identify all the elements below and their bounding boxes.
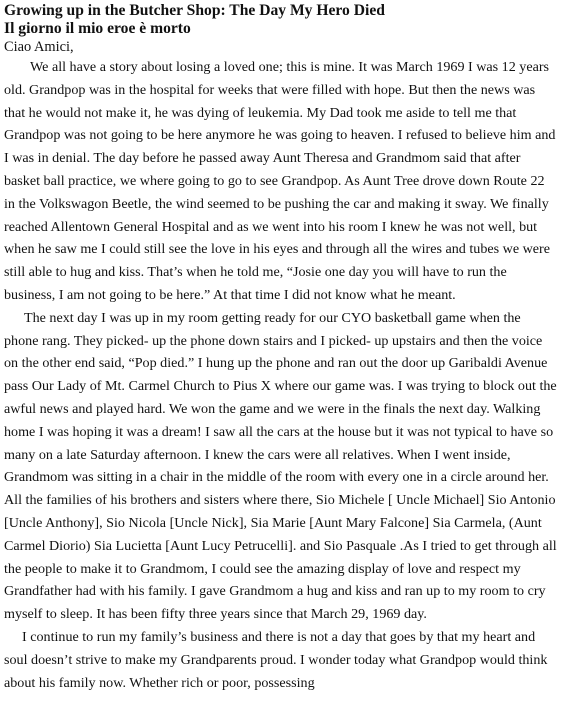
- salutation: Ciao Amici,: [4, 39, 74, 55]
- title-english: Growing up in the Butcher Shop: The Day My Hero Died: [4, 2, 385, 19]
- paragraph-day-he-died: The next day I was up in my room getting ready for our CYO basketball game when the phone rang. They picked- up the phone down stairs and I picked- up upstairs and then the voice on the other end said, “Pop died.” I hung up the phone and ran out the door up Garibaldi Avenue pass Our Lady of Mt. Carmel Church to Pius X where our game was. I was trying to block out the awful news and played hard. We won the game and we were in the finals the next day. Walking home I was hoping it was a dream! I saw all the cars at the house but it was not typical to have so many on a late Saturday afternoon. I knew the cars were all relatives. When I went inside, Grandmom was sitting in a chair in the middle of the room with every one in a circle around her. All the families of his brothers and sisters where there, Sio Michele [ Uncle Michael] Sio Antonio [Uncle Anthony], Sio Nicola [Uncle Nick], Sia Marie [Aunt Mary Falcone] Sia Carmela, (Aunt Carmel Diorio) Sia Lucietta [Aunt Lucy Petrucelli]. and Sio Pasquale .As I tried to get through all the people to make it to Grandmom, I could see the amazing display of love and respect my Grandfather had with his family. I gave Grandmom a hug and kiss and ran up to my room to cry myself to sleep. It has been fifty three years since that March 29, 1969 day.: [4, 309, 557, 623]
- paragraph-hospital-visit: We all have a story about losing a loved one; this is mine. It was March 1969 I was 12 years old. Grandpop was in the hospital for weeks that were filled with hope. But then the news was that he would not make it, he was dying of leukemia. My Dad took me aside to tell me that Grandpop was not going to be here anymore he was going to heaven. I refused to believe him and I was in denial. The day before he passed away Aunt Theresa and Grandmom said that after basket ball practice, we where going to go to see Grandpop. As Aunt Tree drove down Route 22 in the Volkswagon Beetle, the wind seemed to be pushing the car and making it sway. We finally reached Allentown General Hospital and as we went into his room I knew he was not well, but when he saw me I could still see the love in his eyes and through all the wires and tubes we were still able to hug and kiss. That’s when he told me, “Josie one day you will have to run the business, I am not going to be here.” At that time I did not know what he meant.: [4, 59, 556, 303]
- paragraph-family-business: I continue to run my family’s business and there is not a day that goes by that my heart and soul doesn’t strive to make my Grandparents proud. I wonder today what Grandpop would think about his family now. Whether rich or poor, possessing: [4, 628, 548, 691]
- title-italian: Il giorno il mio eroe è morto: [4, 20, 191, 37]
